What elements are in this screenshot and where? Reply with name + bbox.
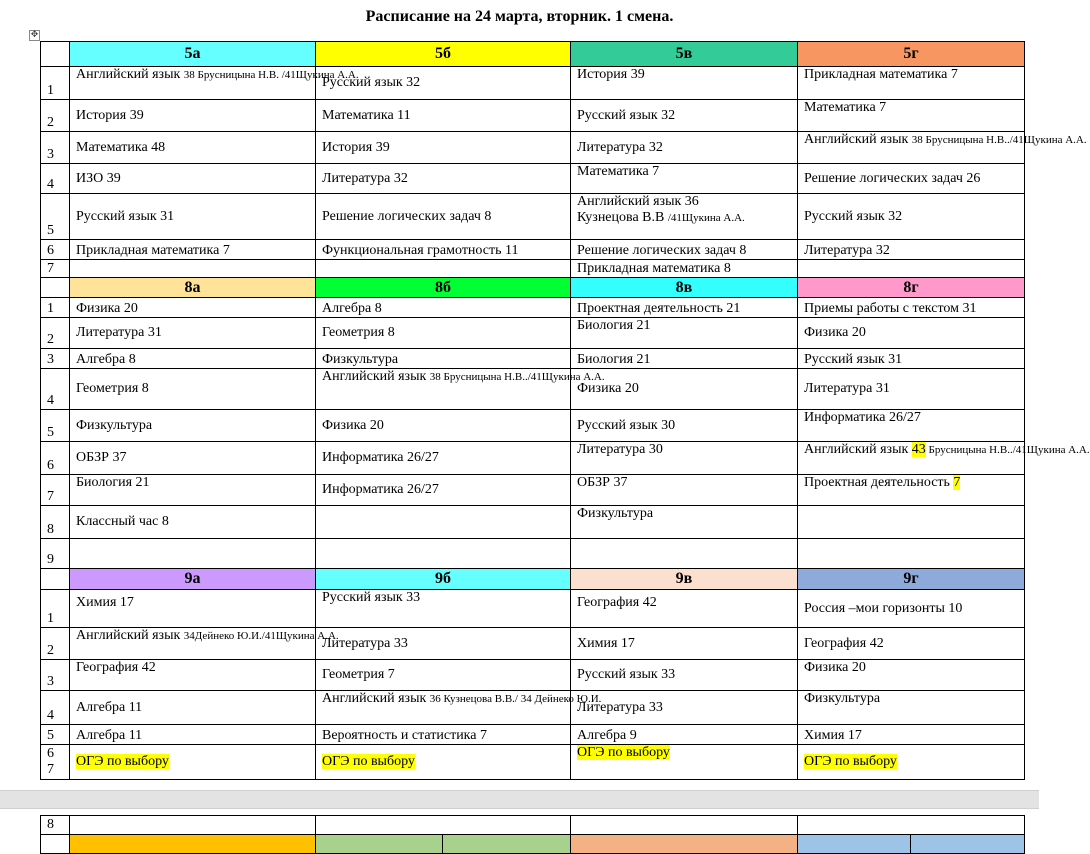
- lesson-cell: Математика 7: [798, 100, 1025, 132]
- lesson-cell: Литература 31: [70, 318, 316, 349]
- table-row: [41, 318, 1025, 349]
- table-row: [41, 590, 1025, 628]
- lesson-cell: [571, 816, 798, 835]
- room-highlight: 7: [953, 475, 961, 490]
- class-header-8v: 8в: [571, 278, 798, 298]
- lesson-cell: История 39: [316, 132, 571, 164]
- class-header-9a: 9а: [70, 569, 316, 590]
- lesson-cell: [316, 745, 571, 780]
- lesson-number: 1: [41, 67, 70, 100]
- lesson-cell: Физика 20: [70, 298, 316, 318]
- lesson-cell: География 42: [571, 590, 798, 628]
- lesson-cell: ОБЗР 37: [571, 475, 798, 506]
- lesson-cell: Литература 33: [316, 628, 571, 660]
- lesson-number: 3: [41, 660, 70, 691]
- header-row-5: [41, 42, 1025, 67]
- class-header-5g: 5г: [798, 42, 1025, 67]
- lesson-cell: География 42: [70, 660, 316, 691]
- lesson-cell: Математика 11: [316, 100, 571, 132]
- lesson-number: 5: [41, 725, 70, 745]
- oge-highlight: ОГЭ по выбору: [322, 754, 415, 769]
- corner-cell: [41, 835, 70, 854]
- lesson-cell: [571, 745, 798, 780]
- lesson-cell: Русский язык 32: [798, 194, 1025, 240]
- lesson-cell: Геометрия 8: [70, 369, 316, 410]
- page-title: Расписание на 24 марта, вторник. 1 смена.: [365, 8, 674, 25]
- lesson-cell: Геометрия 7: [316, 660, 571, 691]
- lesson-cell: Физкультура: [316, 349, 571, 369]
- oge-highlight: ОГЭ по выбору: [577, 745, 670, 760]
- lesson-cell: Химия 17: [571, 628, 798, 660]
- corner-cell: [41, 278, 70, 298]
- lesson-number: 5: [41, 410, 70, 442]
- lesson-number: 7: [41, 260, 70, 278]
- lesson-cell: Физика 20: [798, 660, 1025, 691]
- lesson-cell: Прикладная математика 7: [798, 67, 1025, 100]
- lesson-cell: Физкультура: [798, 691, 1025, 725]
- lesson-cell: Литература 31: [798, 369, 1025, 410]
- lesson-number: 2: [41, 628, 70, 660]
- lesson-cell: История 39: [571, 67, 798, 100]
- class-header-cut: [443, 835, 571, 854]
- table-row: [41, 691, 1025, 725]
- lesson-cell: [798, 745, 1025, 780]
- lesson-cell: Биология 21: [571, 318, 798, 349]
- header-row-9: [41, 569, 1025, 590]
- oge-highlight: ОГЭ по выбору: [804, 754, 897, 769]
- lesson-number: 1: [41, 590, 70, 628]
- table-row: [41, 349, 1025, 369]
- corner-cell: [41, 42, 70, 67]
- class-header-5b: 5б: [316, 42, 571, 67]
- table-row: [41, 660, 1025, 691]
- schedule-table: [40, 41, 1090, 780]
- lesson-cell: Химия 17: [70, 590, 316, 628]
- lesson-cell: Физкультура: [571, 506, 798, 539]
- lesson-cell: Русский язык 32: [571, 100, 798, 132]
- lesson-cell: Информатика 26/27: [798, 410, 1025, 442]
- lesson-cell: [798, 539, 1025, 569]
- lesson-cell: Прикладная математика 8: [571, 260, 798, 278]
- class-header-9g: 9г: [798, 569, 1025, 590]
- lesson-cell: Функциональная грамотность 11: [316, 240, 571, 260]
- lesson-cell: ИЗО 39: [70, 164, 316, 194]
- lesson-cell: Русский язык 33: [316, 590, 571, 628]
- table-row: [41, 369, 1025, 410]
- table-move-handle-icon[interactable]: ✥: [30, 30, 39, 40]
- lesson-cell: Английский язык 38 Брусницына Н.В. /41Щукина А.А.: [70, 67, 316, 100]
- lesson-number: 6: [41, 442, 70, 475]
- lesson-cell: [798, 816, 1025, 835]
- lesson-cell: Литература 30: [571, 442, 798, 475]
- lesson-cell: Алгебра 11: [70, 725, 316, 745]
- table-row: [41, 260, 1025, 278]
- lesson-cell: Алгебра 8: [316, 298, 571, 318]
- table-row: [41, 745, 1025, 780]
- lesson-cell: Английский язык 38 Брусницына Н.В../41Щукина А.А.: [316, 369, 571, 410]
- lesson-cell: Вероятность и статистика 7: [316, 725, 571, 745]
- table-row: [41, 442, 1025, 475]
- table-row: [41, 67, 1025, 100]
- class-header-9v: 9в: [571, 569, 798, 590]
- lesson-cell: Классный час 8: [70, 506, 316, 539]
- lesson-cell: Физика 20: [316, 410, 571, 442]
- class-header-8b: 8б: [316, 278, 571, 298]
- lesson-cell: Английский язык 36 Кузнецова В.В./ 34 Дейнеко Ю.И.: [316, 691, 571, 725]
- lesson-cell: Биология 21: [571, 349, 798, 369]
- lesson-number: 7: [41, 475, 70, 506]
- lesson-cell: Решение логических задач 8: [316, 194, 571, 240]
- lesson-cell: Проектная деятельность 21: [571, 298, 798, 318]
- room-highlight: 43: [911, 442, 926, 457]
- oge-highlight: ОГЭ по выбору: [76, 754, 169, 769]
- lesson-number: 4: [41, 164, 70, 194]
- header-row-8: [41, 278, 1025, 298]
- class-header-5v: 5в: [571, 42, 798, 67]
- corner-cell: [41, 569, 70, 590]
- lesson-cell: Прикладная математика 7: [70, 240, 316, 260]
- lesson-cell: Литература 32: [316, 164, 571, 194]
- lesson-cell: География 42: [798, 628, 1025, 660]
- lesson-cell: [798, 260, 1025, 278]
- table-row: [41, 816, 1025, 835]
- lesson-cell: Геометрия 8: [316, 318, 571, 349]
- lesson-cell: Проектная деятельность 7: [798, 475, 1025, 506]
- table-row: [41, 194, 1025, 240]
- lesson-number: 9: [41, 539, 70, 569]
- lesson-cell: Информатика 26/27: [316, 442, 571, 475]
- lesson-number: 1: [41, 298, 70, 318]
- lesson-number: 4: [41, 369, 70, 410]
- lesson-cell: ОБЗР 37: [70, 442, 316, 475]
- table-row: [41, 628, 1025, 660]
- lesson-number: 8: [41, 506, 70, 539]
- lesson-cell: Английский язык 34Дейнеко Ю.И./41Щукина А.А.: [70, 628, 316, 660]
- lesson-number: 8: [41, 816, 70, 835]
- table-row: [41, 132, 1025, 164]
- lesson-cell: [316, 506, 571, 539]
- lesson-cell: [316, 260, 571, 278]
- lesson-cell: Физкультура: [70, 410, 316, 442]
- table-row: [41, 506, 1025, 539]
- lesson-cell: [70, 539, 316, 569]
- table-row: [41, 240, 1025, 260]
- lesson-cell: Алгебра 11: [70, 691, 316, 725]
- lesson-cell: Математика 48: [70, 132, 316, 164]
- lesson-cell: Алгебра 8: [70, 349, 316, 369]
- class-header-cut: [316, 835, 443, 854]
- lesson-number: 4: [41, 691, 70, 725]
- table-row: [41, 100, 1025, 132]
- lesson-number: 3: [41, 132, 70, 164]
- table-row: [41, 475, 1025, 506]
- lesson-cell: [571, 539, 798, 569]
- lesson-cell: Русский язык 32: [316, 67, 571, 100]
- lesson-cell: Математика 7: [571, 164, 798, 194]
- class-header-cut: [911, 835, 1025, 854]
- header-row-cut: [41, 835, 1025, 854]
- table-row: [41, 410, 1025, 442]
- lesson-number: 3: [41, 349, 70, 369]
- schedule-table-page2: [40, 815, 1025, 854]
- lesson-number: 6: [41, 240, 70, 260]
- lesson-cell: Английский язык 38 Брусницына Н.В../41Щукина А.А.: [798, 132, 1025, 164]
- lesson-cell: Русский язык 30: [571, 410, 798, 442]
- class-header-8a: 8а: [70, 278, 316, 298]
- lesson-cell: Литература 33: [571, 691, 798, 725]
- lesson-cell: Литература 32: [798, 240, 1025, 260]
- lesson-cell: [70, 745, 316, 780]
- lesson-cell: [798, 506, 1025, 539]
- page-break-gap: [0, 790, 1039, 809]
- lesson-cell: [70, 260, 316, 278]
- lesson-cell: Приемы работы с текстом 31: [798, 298, 1025, 318]
- lesson-cell: Решение логических задач 8: [571, 240, 798, 260]
- lesson-cell: Литература 32: [571, 132, 798, 164]
- class-header-cut: [70, 835, 316, 854]
- table-row: [41, 164, 1025, 194]
- lesson-cell: Решение логических задач 26: [798, 164, 1025, 194]
- lesson-cell: Биология 21: [70, 475, 316, 506]
- lesson-cell: Английский язык 36 Кузнецова В.В /41Щукина А.А.: [571, 194, 798, 240]
- class-header-9b: 9б: [316, 569, 571, 590]
- lesson-cell: Русский язык 33: [571, 660, 798, 691]
- lesson-cell: Россия –мои горизонты 10: [798, 590, 1025, 628]
- lesson-cell: [316, 539, 571, 569]
- class-header-cut: [798, 835, 911, 854]
- lesson-cell: Русский язык 31: [798, 349, 1025, 369]
- lesson-cell: Физика 20: [798, 318, 1025, 349]
- table-row: [41, 539, 1025, 569]
- lesson-cell: [70, 816, 316, 835]
- table-row: [41, 725, 1025, 745]
- lesson-number: 2: [41, 318, 70, 349]
- lesson-cell: Информатика 26/27: [316, 475, 571, 506]
- lesson-cell: Английский язык 43 Брусницына Н.В../41Щукина А.А.: [798, 442, 1025, 475]
- class-header-5a: 5а: [70, 42, 316, 67]
- lesson-number: 2: [41, 100, 70, 132]
- lesson-cell: История 39: [70, 100, 316, 132]
- lesson-cell: Физика 20: [571, 369, 798, 410]
- class-header-8g: 8г: [798, 278, 1025, 298]
- lesson-number: 5: [41, 194, 70, 240]
- lesson-cell: Русский язык 31: [70, 194, 316, 240]
- lesson-cell: [316, 816, 571, 835]
- lesson-cell: Химия 17: [798, 725, 1025, 745]
- lesson-cell: Алгебра 9: [571, 725, 798, 745]
- lesson-number: 6 7: [41, 745, 70, 780]
- class-header-cut: [571, 835, 798, 854]
- table-row: [41, 298, 1025, 318]
